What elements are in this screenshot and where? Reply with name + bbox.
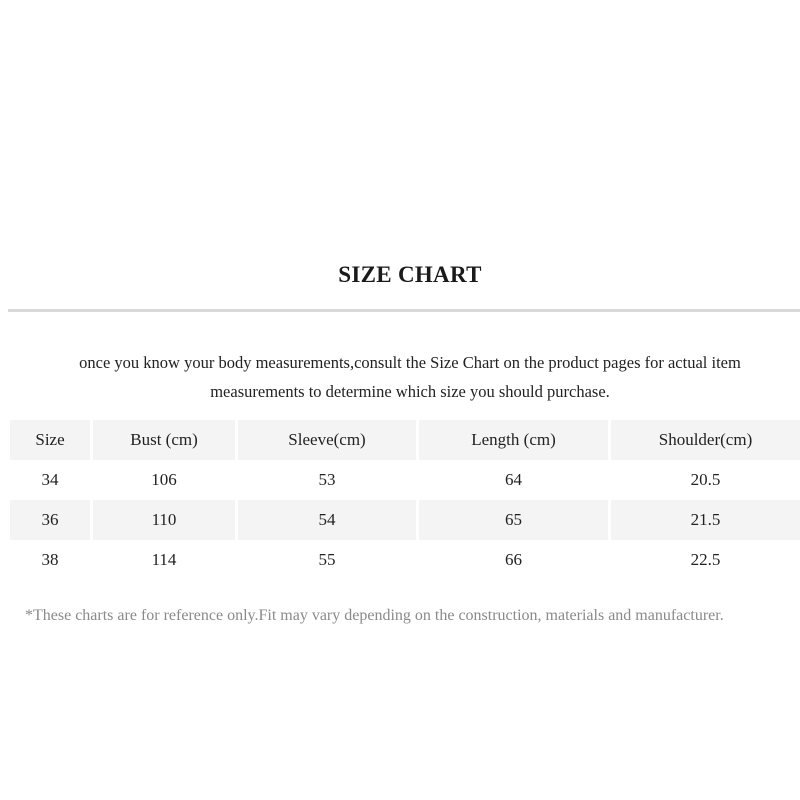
header-sleeve: Sleeve(cm) [235,420,416,460]
cell-length: 65 [416,500,608,540]
cell-shoulder: 21.5 [608,500,800,540]
header-length: Length (cm) [416,420,608,460]
cell-bust: 110 [90,500,235,540]
cell-sleeve: 54 [235,500,416,540]
cell-sleeve: 55 [318,550,336,569]
table-header-row [10,420,800,460]
page-title: SIZE CHART [338,262,482,287]
size-chart-table [10,420,800,580]
cell-sleeve: 53 [318,470,336,489]
cell-length: 66 [505,550,522,569]
cell-size: 38 [41,550,59,569]
cell-shoulder: 22.5 [690,550,721,569]
intro-line-2: measurements to determine which size you should purchase. [210,382,610,401]
title-divider [8,309,800,312]
header-size: Size [10,420,90,460]
table-row [10,500,800,540]
cell-size: 34 [41,470,59,489]
table-row [10,540,800,580]
cell-size: 36 [10,500,90,540]
table-row [10,460,800,500]
cell-bust: 114 [151,550,177,569]
header-shoulder: Shoulder(cm) [608,420,800,460]
cell-shoulder: 20.5 [690,470,721,489]
header-bust: Bust (cm) [90,420,235,460]
intro-text [20,348,800,406]
cell-length: 64 [505,470,522,489]
disclaimer-footnote: *These charts are for reference only.Fit may vary depending on the construction, materials and manufacturer. [25,607,724,624]
cell-bust: 106 [151,470,177,489]
intro-line-1: once you know your body measurements,consult the Size Chart on the product pages for actual item [79,353,741,372]
